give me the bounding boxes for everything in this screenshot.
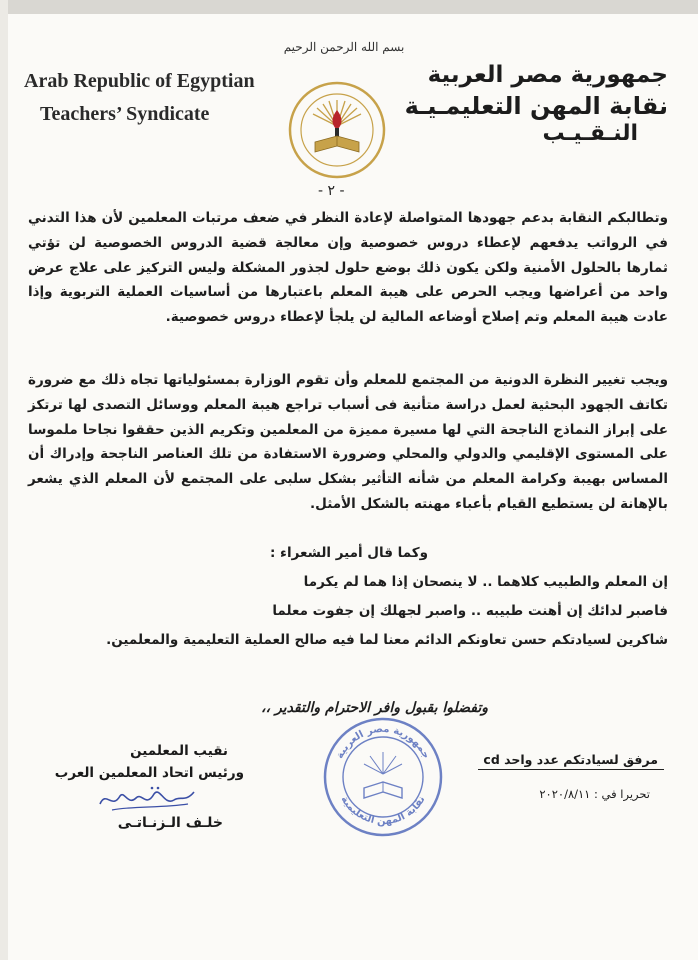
basmala-calligraphy: بسم الله الرحمن الرحيم bbox=[283, 40, 405, 54]
body-paragraph-1: وتطالبكم النقابة بدعم جهودها المتواصلة لإعادة النظر في ضعف مرتبات المعلمين لأن هذا التدني في الرواتب يدفعهم لإعطاء دروس خصوصية وإن معالجة قضية الدروس الخصوصية لن تؤتي ثمارها بالحلول الأمنية ولكن يكون ذلك بوضع حلول لجذور المشكلة وليس التركيز على علاج عرض واحد من أعراضها ويجب الحرص على هيبة المعلم باعتبارها من أساسيات العملية التربوية وإذا عادت هيبة المعلم وتم إصلاح أوضاعه المالية لن يلجأ لإعطاء دروس خصوصية. bbox=[28, 210, 668, 326]
signatory-title: نقيب المعلمين bbox=[130, 743, 228, 759]
closing-salutation: وتفضلوا بقبول وافر الاحترام والتقدير ،، bbox=[261, 700, 488, 716]
poem-verse-2: فاصبر لدائك إن أهنت طبيبه .. واصبر لجهلك إن جفوت معلما bbox=[272, 603, 668, 619]
scan-edge-top bbox=[0, 0, 698, 14]
official-stamp-icon bbox=[318, 712, 448, 842]
scan-edge-left bbox=[0, 0, 8, 960]
signatory-name: خلـف الـزنـاتـى bbox=[117, 815, 223, 831]
page-number: - ٢ - bbox=[318, 183, 345, 199]
svg-text:جمهورية مصر العربية: جمهورية مصر العربية bbox=[334, 723, 432, 761]
header-arabic-syndicate: نقابة المهن التعليمـيـة bbox=[404, 92, 668, 120]
signatory-title-2: ورئيس اتحاد المعلمين العرب bbox=[54, 765, 244, 781]
attachment-note: مرفق لسيادتكم عدد واحد cd bbox=[483, 752, 658, 767]
svg-text:نقابة المهن التعليمية: نقابة المهن التعليمية bbox=[338, 794, 428, 828]
syndicate-logo-icon bbox=[287, 80, 387, 180]
issue-date: تحريرا في : ٢٠٢٠/٨/١١ bbox=[539, 787, 650, 801]
body-paragraph-2: ويجب تغيير النظرة الدونية من المجتمع للمعلم وأن تقوم الوزارة بمسئولياتها تجاه ذلك مع ضرورة تكاتف الجهود البحثية لعمل دراسة متأنية فى أسباب تراجع هيبة المعلم ووسائل التصدى لها ترتكز على إبراز النماذج الناجحة التي لها مسيرة مميزة من المعلمين وتكريم الذين حققوا نجاحا ملموسا على المستوى الإقليمي والدولي والمحلي وضرورة الاستفادة من تلك العناصر الناجحة وإدراك أن المساس بهيبة وكرامة المعلم من شأنه التأثير بشكل سلبى على المجتمع لأن المعلم الذي يشعر بالإهانة لن يستطيع القيام بأعباء مهنته بالشكل الأمثل. bbox=[28, 372, 668, 512]
poem-verse-1: إن المعلم والطبيب كلاهما .. لا ينصحان إذا هما لم يكرما bbox=[303, 574, 668, 590]
header-english-syndicate: Teachers’ Syndicate bbox=[40, 103, 210, 125]
header-arabic-president: النـقـيـب bbox=[542, 121, 638, 146]
verse-intro: وكما قال أمير الشعراء : bbox=[269, 545, 428, 561]
header-english-country: Arab Republic of Egyptian bbox=[24, 70, 255, 92]
handwritten-signature-icon bbox=[92, 780, 202, 816]
attachment-underline bbox=[478, 769, 664, 770]
body-paragraph-thanks: شاكرين لسيادتكم حسن تعاونكم الدائم معنا لما فيه صالح العملية التعليمية والمعلمين. bbox=[106, 632, 668, 648]
header-arabic-country: جمهورية مصر العربية bbox=[427, 62, 668, 88]
